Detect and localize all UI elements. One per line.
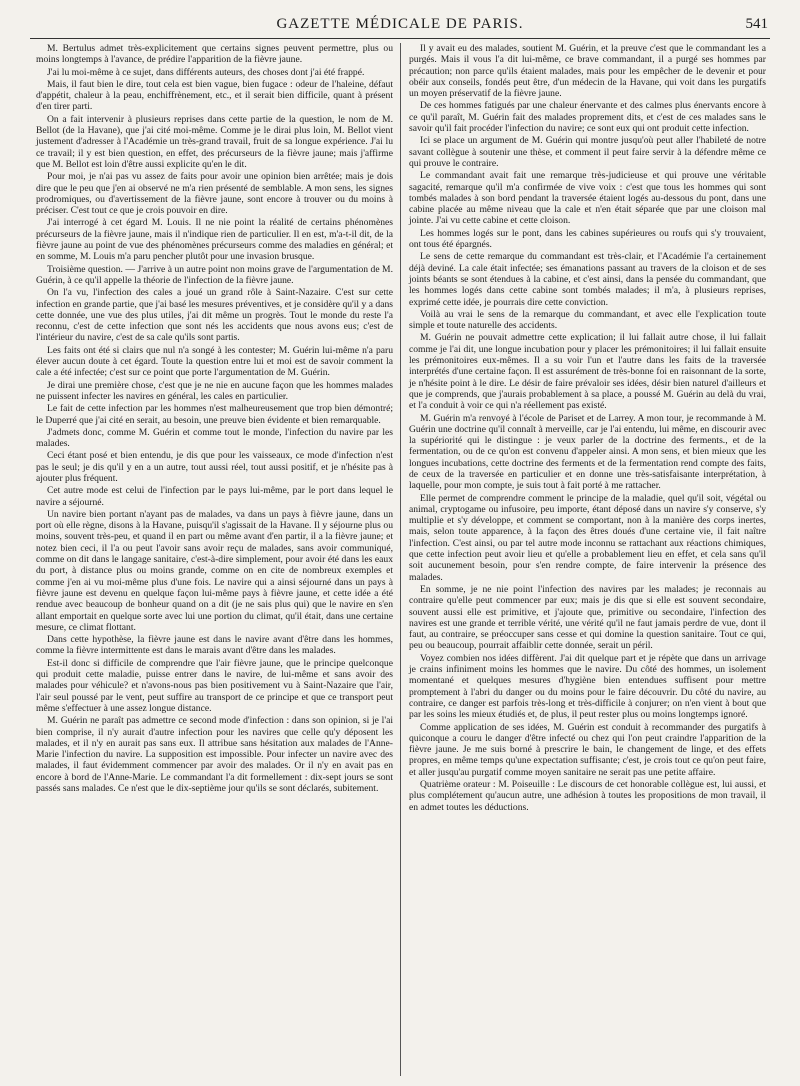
paragraph: M. Guérin m'a renvoyé à l'école de Pariset et de Larrey. A mon tour, je recommande à M. Guérin une doctrine qu'il connaît à merveille, car je l'ai entendu, lui même, en discourir avec la supériorité qui le distingue : je veux parler de la doctrine des ferments., et de la fermentation, ou de ce qu'on est convenu d'appeler ainsi. A mon sens, et bien mieux que les longues incubations, cette doctrine des ferments et de la fermentation rend compte des faits, de ceux de la traversée en particulier et en donne une très-satisfaisante interprétation, à laquelle, pour mon compte, je suis tout à fait porté à me rattacher.	[409, 412, 766, 492]
paragraph: Dans cette hypothèse, la fièvre jaune est dans le navire avant d'être dans les hommes, comme la fièvre intermittente est dans le marais avant d'être dans les malades.	[36, 634, 393, 657]
paragraph: Ici se place un argument de M. Guérin qui montre jusqu'où peut aller l'habileté de notre savant collègue à soutenir une thèse, et comment il peut faire servir à la défendre même ce qui prouve le contraire.	[409, 135, 766, 169]
paragraph: J'ai interrogé à cet égard M. Louis. Il ne nie point la réalité de certains phénomènes précurseurs de la fièvre jaune, mais il n'indique rien de particulier. Il en est, m'a-t-il dit, de la fièvre jaune au point de vue des phénomènes précurseurs comme des maladies en général; et en somme, M. Louis m'a paru pencher plutôt pour une invasion brusque.	[36, 217, 393, 263]
paragraph: Voilà au vrai le sens de la remarque du commandant, et avec elle l'explication toute simple et toute naturelle des accidents.	[409, 308, 766, 332]
paragraph: Cet autre mode est celui de l'infection par le pays lui-même, par le port dans lequel le navire a séjourné.	[36, 485, 393, 508]
page-header	[30, 14, 770, 39]
paragraph: J'admets donc, comme M. Guérin et comme tout le monde, l'infection du navire par les malades.	[36, 426, 393, 450]
paragraph: On l'a vu, l'infection des cales a joué un grand rôle à Saint-Nazaire. C'est sur cette infection en grande partie, que j'ai basé les mesures préventives, et je considère qu'il y a dans cette donnée, une vue des plus utiles, j'ai dit même un progrès. Tout le monde du reste l'a reconnu, c'est de cette infection que sont nés les accidents que nous avons eus; c'est de l'intérieur du navire, c'est de sa cale qu'ils sont partis.	[36, 287, 393, 344]
paragraph: J'ai lu moi-même à ce sujet, dans différents auteurs, des choses dont j'ai été frappé.	[47, 66, 365, 78]
paragraph: Quatrième orateur : M. Poiseuille : Le discours de cet honorable collègue est, lui aussi, et plus complétement qu'aucun autre, une adhésion à toutes les propositions de mon travail, il en admet toutes les déductions.	[409, 779, 766, 813]
paragraph: Les hommes logés sur le pont, dans les cabines supérieures ou roufs qui s'y trouvaient, ont tous été épargnés.	[409, 227, 766, 251]
paragraph: Le sens de cette remarque du commandant est très-clair, et l'Académie l'a certainement déjà deviné. La cale était infectée; ses émanations passant au travers de la cloison et de ses joints béants se sont étendues à la cabine, et c'est ainsi, dans la pensée du commandant, que les hommes logés dans cette cabine sont tombés malades; il m'a, à plusieurs reprises, exprimé cette idée, je pourrais dire cette conviction.	[409, 251, 766, 308]
paragraph: Les faits ont été si clairs que nul n'a songé à les contester; M. Guérin lui-même n'a paru élever aucun doute à cet égard. Toute la question entre lui et moi est de savoir comment la cale a été infectée; c'est sur ce point que porte l'argumentation de M. Guérin.	[36, 344, 393, 379]
paragraph: Il y avait eu des malades, soutient M. Guérin, et la preuve c'est que le commandant les a purgés. Mais il vous l'a dit lui-même, ce brave commandant, il a purgé ses hommes par précaution; non parce qu'ils étaient malades, mais pour les empêcher de le devenir et pour obéir aux conseils, fondés peut être, d'un médecin de la Havane, qui voit dans les purgatifs un moyen préservatif de la fièvre jaune.	[409, 43, 766, 100]
paragraph: Voyez combien nos idées diffèrent. J'ai dit quelque part et je répète que dans un arrivage je crains infiniment moins les hommes que le navire. Du côté des hommes, un isolement momentané et quelques mesures d'hygiène bien entendues suffisent pour mettre promptement à l'abri du danger ou du moins pour le faire découvrir. Du côté du navire, au contraire, ce danger est parfois très-long et très-difficile à conjurer; on n'en vient à bout que par les soins les mieux étudiés et, de plus, il peut rester plus ou moins longtemps ignoré.	[409, 652, 766, 721]
paragraph: Est-il donc si difficile de comprendre que l'air fièvre jaune, que le principe quelconque qui produit cette maladie, puisse entrer dans le navire, de lui-même et sans avoir des malades pour véhicule? et n'avons-nous pas bien positivement vu à Saint-Nazaire que l'air, l'air seul poussé par le vent, peut suffire au transport de ce principe et que ce transport peut même s'effectuer à une assez longue distance.	[36, 657, 393, 714]
right-column	[401, 43, 772, 1076]
paragraph: Le fait de cette infection par les hommes n'est malheureusement que trop bien démontré; le Duperré que j'ai cité en serait, au besoin, une preuve bien évidente et bien remarquable.	[36, 403, 393, 426]
paragraph: Mais, il faut bien le dire, tout cela est bien vague, bien fugace : odeur de l'haleine, défaut d'appétit, chaleur à la peau, enchiffrènement, etc., et il serait bien difficile, quant à présent d'en tirer parti.	[36, 78, 393, 113]
page-number: 541	[745, 16, 768, 32]
paragraph: Ceci étant posé et bien entendu, je dis que pour les vaisseaux, ce mode d'infection n'est pas le seul; je dis qu'il y en a un autre, tout aussi réel, tout aussi positif, et je n'hésite pas à ajouter plus fréquent.	[36, 450, 393, 484]
paragraph: Troisième question. — J'arrive à un autre point non moins grave de l'argumentation de M. Guérin, à ce qu'il appelle la théorie de l'infection de la fièvre jaune.	[36, 263, 393, 286]
paragraph: En somme, je ne nie point l'infection des navires par les malades; je reconnais au contraire qu'elle peut commencer par eux; mais je dis que si elle est souvent secondaire, souvent aussi elle est primitive, et j'ajoute que, primitive ou secondaire, l'infection des navires est une grande et terrible vérité, une vérité qu'il ne faut jamais perdre de vue, dont il faut, au contraire, se préoccuper sans cesse et qui domine la question sanitaire. Tout ce qui, peu ou beaucoup, pourrait affaiblir cette donnée, serait un péril.	[409, 583, 766, 652]
left-column	[30, 43, 401, 1076]
paragraph: Comme application de ses idées, M. Guérin est conduit à recommander des purgatifs à quiconque a couru le danger d'être infecté ou chez qui l'on peut craindre l'apparition de la fièvre jaune. Je me suis borné à prescrire le bain, le changement de linge, et des effets propres, en même temps qu'une expectation suffisante; c'est, je crois tout ce qu'on peut faire, et aller jusqu'au purgatif comme moyen sanitaire ne serait pas une petite affaire.	[409, 721, 766, 778]
paragraph: M. Guérin ne pouvait admettre cette explication; il lui fallait autre chose, il lui fallait comme je l'ai dit, une longue incubation pour y placer les prémonitoires; il lui fallait ensuite les prémonitoires eux-mêmes. Il a su voir l'un et l'autre dans les faits de la traversée interprétés d'une certaine façon. Il est assurément de très-bonne foi en raisonnant de la sorte, je n'hésite point à le dire. Le désir de faire prévaloir ses idées, désir bien naturel d'ailleurs et que je comprends, que j'aurais probablement à sa place, a poussé M. Guérin au delà du vrai, et l'a conduit à voir ce qui n'a réellement pas existé.	[409, 332, 766, 412]
paragraph: Le commandant avait fait une remarque très-judicieuse et qui prouve une véritable sagacité, remarque qu'il m'a confirmée de vive voix : c'est que tous les hommes qui sont tombés malades à son bord pendant la traversée étaient logés au-dessous du pont, dans une cabine placée au même niveau que la cale et n'en était séparée que par une cloison mal jointe. J'ai vu cette cabine et cette cloison.	[409, 170, 766, 227]
paragraph: M. Bertulus admet très-explicitement que certains signes peuvent permettre, plus ou moins longtemps à l'avance, de prédire l'apparition de la fièvre jaune.	[36, 43, 393, 66]
paragraph: Je dirai une première chose, c'est que je ne nie en aucune façon que les hommes malades ne puissent infecter les navires en général, les cales en particulier.	[36, 379, 393, 402]
paragraph: On a fait intervenir à plusieurs reprises dans cette partie de la question, le nom de M. Bellot (de la Havane), que j'ai cité moi-même. Comme je le dirai plus loin, M. Bellot vient justement d'adresser à l'Académie un très-grand travail, fruit de sa longue expérience. J'ai lu ce travail; il y est bien question, en effet, des précurseurs de la fièvre jaune; mais j'affirme que M. Bellot est loin d'être aussi explicite qu'en le dit.	[36, 113, 393, 170]
paragraph: Un navire bien portant n'ayant pas de malades, va dans un pays à fièvre jaune, dans un port où elle règne, disons à la Havane, puisqu'il s'agissait de la Havane. Il y séjourne plus ou moins, souvent très-peu, et quand il en part ou même avant d'en partir, il a la fièvre jaune; et notez bien ceci, il l'a ou peut l'avoir sans avoir reçu de malades, sans avoir communiqué, comme on dit dans le langage sanitaire, c'est-à-dire simplement, pour avoir été dans les eaux du port, à distance plus ou moins grande, comme on en cite de nombreux exemples et comme j'en ai vu moi-même plus d'une fois. Le navire qui a ainsi séjourné dans un pays à fièvre jaune est devenu en quelque façon lui-même pays à fièvre jaune, et cette idée a été rendue avec beaucoup de bonheur quand on a dit (je ne sais plus qui) que le navire en s'en allant emportait en quelque sorte avec lui une portion du climat, qu'il était, dans une certaine mesure, ce climat flottant.	[36, 508, 393, 633]
paragraph: Elle permet de comprendre comment le principe de la maladie, quel qu'il soit, végétal ou animal, cryptogame ou infusoire, peu importe, étant déposé dans un navire s'y conserve, s'y multiplie et s'y développe, et comment se comportant, non à la manière des corps inertes, mais, selon toute apparence, à la façon des êtres doués d'une certaine vie, il fait naître l'infection. C'est ainsi, ou par tel autre mode inconnu se rattachant aux réactions chimiques, que cette infection peut avoir lieu et qu'elle a probablement lieu en effet, et cela sans qu'il soit aucunement besoin, pour s'en rendre compte, de faire intervenir la présence des malades.	[409, 492, 766, 583]
paragraph: Pour moi, je n'ai pas vu assez de faits pour avoir une opinion bien arrêtée; mais je dois dire que le peu que j'en ai observé ne m'a rien présenté de semblable. A mon sens, les signes prodromiques, ou d'avertissement de la fièvre jaune, sont encore à trouver ou du moins à préciser. C'est tout ce que je crois pouvoir en dire.	[36, 171, 393, 217]
running-title: GAZETTE MÉDICALE DE PARIS.	[276, 16, 524, 32]
paragraph: M. Guérin ne paraît pas admettre ce second mode d'infection : dans son opinion, si je l'ai bien comprise, il n'y aurait d'autre infection pour les navires que celle qu'y déposent les malades, et il n'y en aurait pas sans eux. Il attribue sans hésitation aux malades de l'Anne-Marie l'infection du navire. La supposition est impossible. Pour infecter un navire avec des malades, il faut évidemment commencer par avoir des malades. Or il n'y en avait pas en encore à bord de l'Anne-Marie. Le commandant l'a dit formellement : dix-sept jours se sont passés sans malades. Ce n'est que le dix-septième jour qu'ils se sont déclarés, subitement.	[36, 715, 393, 794]
text-columns	[30, 43, 772, 1076]
paragraph: De ces hommes fatigués par une chaleur énervante et des calmes plus énervants encore à ce qu'il paraît, M. Guérin fait des malades proprement dits, et c'est de ces malades sans le savoir qu'il fait procéder l'infection du navire; ce sont eux qui ont produit cette infection.	[409, 100, 766, 135]
